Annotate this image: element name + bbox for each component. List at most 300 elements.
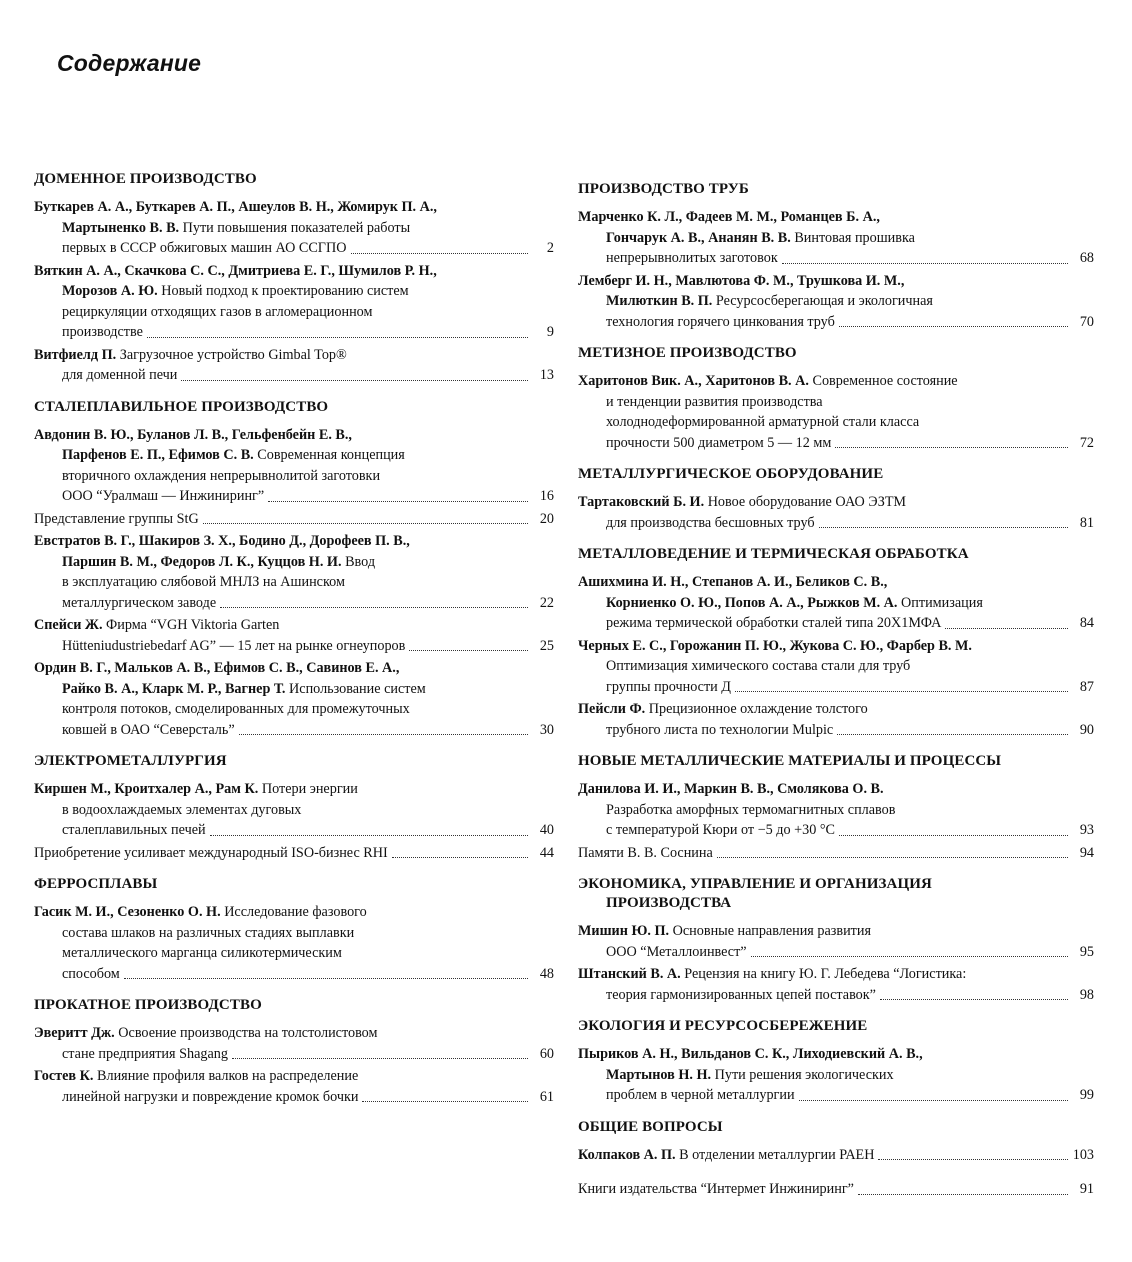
toc-entry[interactable] xyxy=(34,843,554,864)
toc-entry[interactable] xyxy=(578,921,1094,962)
entry-title: линейной нагрузки и повреждение кромок бочки xyxy=(62,1088,359,1105)
entry-line xyxy=(34,843,554,864)
entry-authors: Данилова И. И., Маркин В. В., Смолякова О. В. xyxy=(578,781,884,797)
entry-text xyxy=(62,964,120,985)
entry-title: первых в СССР обжиговых машин АО ССГПО xyxy=(62,240,347,256)
entry-line xyxy=(578,1145,1094,1166)
section-title-text: ПРОИЗВОДСТВО ТРУБ xyxy=(578,181,749,197)
entry-authors: Мартыненко В. В. xyxy=(62,219,180,236)
dot-leader xyxy=(232,1058,528,1059)
entry-line xyxy=(578,964,1094,985)
entry-title: Влияние профиля валков на распределение xyxy=(93,1068,359,1084)
page-number: 68 xyxy=(1079,250,1094,266)
entry-authors: Милюткин В. П. xyxy=(606,293,713,309)
section-title xyxy=(578,1118,1094,1137)
entry-title: проблем в черной металлургии xyxy=(606,1087,795,1103)
toc-section xyxy=(578,465,1094,533)
entry-line xyxy=(578,843,1094,864)
dot-leader xyxy=(835,447,1068,448)
dot-leader xyxy=(362,1101,528,1102)
dot-leader xyxy=(210,835,528,836)
entry-line xyxy=(34,445,554,466)
entry-title: способом xyxy=(62,965,120,982)
entry-line xyxy=(34,820,554,841)
toc-section xyxy=(578,545,1094,740)
section-title xyxy=(578,180,1094,199)
section-title xyxy=(34,875,554,894)
entry-title: Прецизионное охлаждение толстого xyxy=(645,701,868,717)
entry-text xyxy=(578,638,972,654)
entry-line xyxy=(34,1087,554,1108)
entry-text xyxy=(34,533,410,549)
toc-entry[interactable] xyxy=(578,843,1094,864)
entry-title: Новое оборудование ОАО ЭЗТМ xyxy=(704,494,907,510)
toc-entry[interactable] xyxy=(578,779,1094,841)
section-title-text: ФЕРРОСПЛАВЫ xyxy=(34,876,158,892)
entry-title: В отделении металлургии РАЕН xyxy=(675,1146,875,1163)
entry-title: Исследование фазового xyxy=(220,904,367,920)
entry-line xyxy=(34,800,554,821)
dot-leader xyxy=(147,337,528,338)
page-number: 44 xyxy=(539,844,554,861)
entry-title: Hütteniudustriebedarf AG” — 15 лет на рынке огнеупоров xyxy=(62,637,406,654)
page-number: 20 xyxy=(539,510,554,527)
entry-text xyxy=(606,677,731,698)
page-number: 84 xyxy=(1079,615,1094,631)
toc-entry[interactable] xyxy=(34,197,554,259)
page-number: 22 xyxy=(539,594,554,611)
entry-text xyxy=(578,373,958,389)
page-number: 70 xyxy=(1079,313,1094,330)
entry-authors: Витфиелд П. xyxy=(34,346,117,363)
entry-text xyxy=(34,617,279,633)
section-title-text: ПРОКАТНОЕ ПРОИЗВОДСТВО xyxy=(34,997,262,1013)
toc-section xyxy=(578,180,1094,332)
entry-line xyxy=(34,345,554,366)
entry-line xyxy=(578,720,1094,741)
toc-section xyxy=(34,875,554,984)
toc-entry[interactable] xyxy=(578,1145,1094,1166)
entry-title: ковшей в ОАО “Северсталь” xyxy=(62,721,235,738)
toc-entry[interactable] xyxy=(34,345,554,386)
entry-authors: Гасик М. И., Сезоненко О. Н. xyxy=(34,904,221,920)
entry-text xyxy=(62,1087,358,1108)
dot-leader xyxy=(268,501,528,502)
entry-title: в водоохлаждаемых элементах дуговых xyxy=(62,801,302,818)
dot-leader xyxy=(819,527,1068,528)
entry-line xyxy=(578,779,1094,800)
page-number: 40 xyxy=(539,822,554,838)
entry-text xyxy=(62,945,342,961)
dot-leader xyxy=(392,857,528,858)
page-number: 25 xyxy=(539,637,554,654)
entry-authors: Авдонин В. Ю., Буланов Л. В., Гельфенбейн Е. В., xyxy=(34,426,352,443)
section-title-text: МЕТИЗНОЕ ПРОИЗВОДСТВО xyxy=(578,345,797,361)
entry-title: Оптимизация химического состава стали для труб xyxy=(606,658,911,674)
toc-entry-books[interactable] xyxy=(578,1179,1094,1200)
page-number: 60 xyxy=(539,1045,554,1062)
entry-text xyxy=(34,199,437,215)
entry-line xyxy=(34,615,554,636)
entry-line xyxy=(34,943,554,964)
toc-entry[interactable] xyxy=(34,902,554,984)
entry-title: металлургическом заводе xyxy=(62,594,217,611)
dot-leader xyxy=(837,734,1068,735)
entry-text xyxy=(578,701,868,717)
toc-entry[interactable] xyxy=(34,531,554,613)
page-number: 94 xyxy=(1079,844,1094,861)
toc-entry[interactable] xyxy=(34,425,554,507)
page-number: 90 xyxy=(1079,721,1094,738)
entry-authors: Эверитт Дж. xyxy=(34,1025,115,1041)
section-title-text: ПРОИЗВОДСТВА xyxy=(606,895,732,911)
entry-text xyxy=(606,595,983,611)
entry-text xyxy=(62,447,405,463)
entry-title: Фирма “VGH Viktoria Garten xyxy=(102,617,280,633)
entry-title: Освоение производства на толстолистовом xyxy=(114,1025,378,1041)
section-title-text: ЭКОЛОГИЯ И РЕСУРСОСБЕРЕЖЕНИЕ xyxy=(578,1018,868,1034)
section-title-text: МЕТАЛЛОВЕДЕНИЕ И ТЕРМИЧЕСКАЯ ОБРАБОТКА xyxy=(578,546,969,562)
entry-title: с температурой Кюри от −5 до +30 °С xyxy=(606,822,835,838)
toc-section xyxy=(34,170,554,386)
entry-line xyxy=(578,613,1094,634)
toc-entry[interactable] xyxy=(578,572,1094,634)
entry-title: холоднодеформированной арматурной стали класса xyxy=(606,414,920,430)
entry-line xyxy=(578,271,1094,292)
toc-entry[interactable] xyxy=(578,207,1094,269)
entry-text xyxy=(62,486,264,507)
toc-section xyxy=(578,1017,1094,1106)
entry-line xyxy=(34,486,554,507)
dot-leader xyxy=(858,1194,1068,1195)
entry-title: Разработка аморфных термомагнитных сплавов xyxy=(606,801,896,818)
entry-line xyxy=(34,658,554,679)
entry-text xyxy=(62,468,380,484)
toc-entry[interactable] xyxy=(578,699,1094,740)
entry-text xyxy=(578,923,871,939)
entry-text xyxy=(578,494,906,510)
entry-authors: Буткарев А. А., Буткарев А. П., Ашеулов В. Н., Жомирук П. А., xyxy=(34,199,437,215)
entry-title: непрерывнолитых заготовок xyxy=(606,250,778,266)
toc-entry[interactable] xyxy=(34,779,554,841)
entry-title: Пути решения экологических xyxy=(711,1066,894,1083)
section-title-text: НОВЫЕ МЕТАЛЛИЧЕСКИЕ МАТЕРИАЛЫ И ПРОЦЕССЫ xyxy=(578,753,1002,769)
page-number: 13 xyxy=(539,367,554,383)
entry-text xyxy=(578,843,713,864)
entry-line xyxy=(34,720,554,741)
entry-text xyxy=(578,574,887,590)
entry-text xyxy=(606,513,815,534)
dot-leader xyxy=(782,263,1068,264)
section-title xyxy=(578,752,1094,771)
entry-title: Памяти В. В. Соснина xyxy=(578,844,713,861)
entry-text xyxy=(62,593,216,614)
entry-text xyxy=(578,1046,923,1062)
entry-title: Загрузочное устройство Gimbal Top® xyxy=(116,346,347,363)
dot-leader xyxy=(880,999,1068,1000)
dot-leader xyxy=(751,956,1068,957)
entry-text xyxy=(62,681,426,697)
entry-line xyxy=(34,593,554,614)
entry-line xyxy=(578,699,1094,720)
entry-text xyxy=(578,209,880,225)
page-number: 61 xyxy=(539,1088,554,1105)
entry-line xyxy=(578,207,1094,228)
entry-title: Основные направления развития xyxy=(669,923,871,939)
entry-text xyxy=(606,394,823,410)
entry-line xyxy=(578,513,1094,534)
dot-leader xyxy=(878,1159,1068,1160)
dot-leader xyxy=(945,628,1068,629)
entry-line xyxy=(578,985,1094,1006)
entry-line xyxy=(34,302,554,323)
entry-line xyxy=(578,371,1094,392)
entry-text xyxy=(606,802,895,818)
entry-text xyxy=(62,220,410,236)
page-title: Содержание xyxy=(57,50,202,76)
section-title xyxy=(578,465,1094,484)
entry-title: рециркуляции отходящих газов в агломерационном xyxy=(62,303,373,320)
entry-title: в эксплуатацию слябовой МНЛЗ на Ашинском xyxy=(62,574,345,590)
entry-title: Современная концепция xyxy=(253,447,405,463)
entry-title: сталеплавильных печей xyxy=(62,822,206,838)
entry-title: стане предприятия Shagang xyxy=(62,1045,228,1062)
entry-text xyxy=(34,781,358,797)
section-title xyxy=(578,344,1094,363)
toc-section xyxy=(578,344,1094,453)
toc-entry[interactable] xyxy=(578,1044,1094,1106)
entry-text xyxy=(62,365,177,386)
right-column xyxy=(578,180,1094,1202)
entry-text xyxy=(606,414,919,430)
entry-text xyxy=(62,1044,228,1065)
entry-line xyxy=(578,228,1094,249)
entry-text xyxy=(34,904,367,920)
toc-entry[interactable] xyxy=(34,615,554,656)
entry-title: Книги издательства “Интермет Инжиниринг” xyxy=(578,1181,854,1197)
entry-line xyxy=(578,572,1094,593)
entry-line xyxy=(578,1044,1094,1065)
entry-text xyxy=(62,802,301,818)
entry-title: Ресурсосберегающая и экологичная xyxy=(712,293,933,309)
section-title-text: МЕТАЛЛУРГИЧЕСКОЕ ОБОРУДОВАНИЕ xyxy=(578,466,884,482)
entry-text xyxy=(606,1067,894,1083)
entry-authors: Корниенко О. Ю., Попов А. А., Рыжков М. А. xyxy=(606,594,898,611)
entry-line xyxy=(578,392,1094,413)
entry-title: Потери энергии xyxy=(258,781,358,797)
page-number: 72 xyxy=(1079,434,1094,451)
section-title xyxy=(34,398,554,417)
entry-authors: Парфенов Е. П., Ефимов С. В. xyxy=(62,447,254,463)
page-number: 95 xyxy=(1079,943,1094,960)
toc-section xyxy=(578,752,1094,863)
entry-line xyxy=(34,197,554,218)
entry-title: для производства бесшовных труб xyxy=(606,514,815,531)
entry-text xyxy=(606,293,933,309)
entry-line xyxy=(578,433,1094,454)
entry-text xyxy=(34,347,347,363)
entry-line xyxy=(578,1179,1094,1200)
entry-title: теория гармонизированных цепей поставок” xyxy=(606,986,876,1003)
entry-title: прочности 500 диаметром 5 — 12 мм xyxy=(606,434,832,451)
page-number: 99 xyxy=(1079,1087,1094,1103)
toc-entry[interactable] xyxy=(578,271,1094,333)
entry-authors: Гончарук А. В., Ананян В. В. xyxy=(606,229,791,246)
entry-line xyxy=(34,964,554,985)
page-number: 81 xyxy=(1079,514,1094,531)
entry-text xyxy=(606,658,910,674)
toc-entry[interactable] xyxy=(34,1023,554,1064)
entry-line xyxy=(34,509,554,530)
toc-entry[interactable] xyxy=(34,1066,554,1107)
dot-leader xyxy=(239,734,528,735)
entry-text xyxy=(62,636,405,657)
dot-leader xyxy=(351,253,529,254)
entry-title: ООО “Металлоинвест” xyxy=(606,943,747,960)
entry-text xyxy=(62,283,409,299)
toc-entry[interactable] xyxy=(578,636,1094,698)
entry-title: технология горячего цинкования труб xyxy=(606,313,835,330)
entry-authors: Марченко К. Л., Фадеев М. М., Романцев Б. А., xyxy=(578,209,880,225)
entry-authors: Паршин В. М., Федоров Л. К., Куццов Н. И. xyxy=(62,553,342,570)
entry-title: состава шлаков на различных стадиях выплавки xyxy=(62,924,355,941)
entry-text xyxy=(606,248,778,269)
entry-authors: Райко В. А., Кларк М. Р., Вагнер Т. xyxy=(62,680,286,697)
entry-title: группы прочности Д xyxy=(606,678,731,695)
entry-line xyxy=(578,942,1094,963)
entry-title: Представление группы StG xyxy=(34,510,199,527)
entry-title: Винтовая прошивка xyxy=(790,229,915,246)
entry-line xyxy=(578,656,1094,677)
entry-text xyxy=(578,781,884,797)
entry-title: металлического марганца силикотермическим xyxy=(62,945,342,961)
dot-leader xyxy=(409,650,528,651)
entry-title: и тенденции развития производства xyxy=(606,393,823,410)
page-number: 98 xyxy=(1079,986,1094,1003)
entry-text xyxy=(62,304,372,320)
entry-text xyxy=(62,322,143,343)
entry-line xyxy=(34,552,554,573)
toc-section xyxy=(578,875,1094,1005)
section-title-text: СТАЛЕПЛАВИЛЬНОЕ ПРОИЗВОДСТВО xyxy=(34,398,329,415)
page-number: 9 xyxy=(546,324,554,340)
dot-leader xyxy=(839,835,1068,836)
toc-section xyxy=(34,752,554,863)
entry-title: ООО “Уралмаш — Инжиниринг” xyxy=(62,488,265,504)
toc-entry[interactable] xyxy=(34,509,554,530)
entry-authors: Тартаковский Б. И. xyxy=(578,494,705,510)
entry-text xyxy=(34,509,199,530)
entry-line xyxy=(34,531,554,552)
entry-line xyxy=(34,425,554,446)
entry-text xyxy=(62,925,354,941)
entry-text xyxy=(606,433,831,454)
entry-line xyxy=(578,412,1094,433)
page-number: 91 xyxy=(1079,1181,1094,1197)
entry-line xyxy=(34,466,554,487)
entry-title: трубного листа по технологии Mulpic xyxy=(606,721,834,738)
toc-entry[interactable] xyxy=(578,964,1094,1005)
entry-title: производстве xyxy=(62,324,143,340)
page-number: 93 xyxy=(1079,822,1094,838)
entry-text xyxy=(606,985,876,1006)
entry-authors: Колпаков А. П. xyxy=(578,1146,676,1163)
toc-entry[interactable] xyxy=(34,261,554,343)
entry-line xyxy=(34,365,554,386)
toc-entry[interactable] xyxy=(578,371,1094,453)
entry-title: Приобретение усиливает международный ISO-бизнес RHI xyxy=(34,844,388,861)
entry-text xyxy=(606,820,835,841)
entry-authors: Харитонов Вик. А., Харитонов В. А. xyxy=(578,373,809,389)
entry-text xyxy=(578,273,904,289)
dot-leader xyxy=(220,607,528,608)
entry-line xyxy=(578,1065,1094,1086)
entry-text xyxy=(606,720,833,741)
entry-line xyxy=(578,312,1094,333)
section-title-text: ОБЩИЕ ВОПРОСЫ xyxy=(578,1118,723,1135)
section-title xyxy=(34,752,554,771)
entry-authors: Мишин Ю. П. xyxy=(578,923,670,939)
entry-title: вторичного охлаждения непрерывнолитой заготовки xyxy=(62,467,381,484)
page-number: 16 xyxy=(539,488,554,504)
page-number: 103 xyxy=(1072,1146,1094,1163)
entry-authors: Штанский В. А. xyxy=(578,966,681,982)
entry-line xyxy=(578,636,1094,657)
entry-text xyxy=(34,427,352,443)
entry-line xyxy=(34,322,554,343)
page-number: 30 xyxy=(539,721,554,738)
entry-line xyxy=(578,921,1094,942)
page-number: 48 xyxy=(539,965,554,982)
toc-entry[interactable] xyxy=(578,492,1094,533)
dot-leader xyxy=(181,380,528,381)
dot-leader xyxy=(735,691,1068,692)
entry-title: контроля потоков, смоделированных для промежуточных xyxy=(62,701,410,717)
entry-line xyxy=(578,492,1094,513)
entry-text xyxy=(34,1068,358,1084)
section-title xyxy=(578,545,1094,564)
entry-line xyxy=(34,572,554,593)
section-title-text: ЭКОНОМИКА, УПРАВЛЕНИЕ И ОРГАНИЗАЦИЯ xyxy=(578,876,932,892)
entry-line xyxy=(34,902,554,923)
entry-line xyxy=(578,677,1094,698)
entry-line xyxy=(34,679,554,700)
entry-title: Ввод xyxy=(341,553,376,570)
dot-leader xyxy=(124,978,528,979)
toc-entry[interactable] xyxy=(34,658,554,740)
left-column xyxy=(34,170,554,1119)
section-title-text: ДОМЕННОЕ ПРОИЗВОДСТВО xyxy=(34,171,257,187)
entry-text xyxy=(34,1025,378,1041)
entry-text xyxy=(62,554,375,570)
entry-line xyxy=(34,281,554,302)
entry-line xyxy=(34,699,554,720)
entry-text xyxy=(34,660,399,676)
toc-section xyxy=(34,398,554,741)
entry-authors: Гостев К. xyxy=(34,1068,94,1084)
page-number: 2 xyxy=(546,240,554,256)
entry-line xyxy=(578,820,1094,841)
entry-line xyxy=(578,593,1094,614)
entry-text xyxy=(62,720,235,741)
entry-title: Оптимизация xyxy=(897,594,983,611)
entry-line xyxy=(34,261,554,282)
entry-authors: Евстратов В. Г., Шакиров З. Х., Бодино Д., Дорофеев П. В., xyxy=(34,533,410,549)
dot-leader xyxy=(839,326,1068,327)
dot-leader xyxy=(799,1100,1068,1101)
entry-text xyxy=(578,966,966,982)
entry-authors: Вяткин А. А., Скачкова С. С., Дмитриева Е. Г., Шумилов Р. Н., xyxy=(34,262,437,279)
